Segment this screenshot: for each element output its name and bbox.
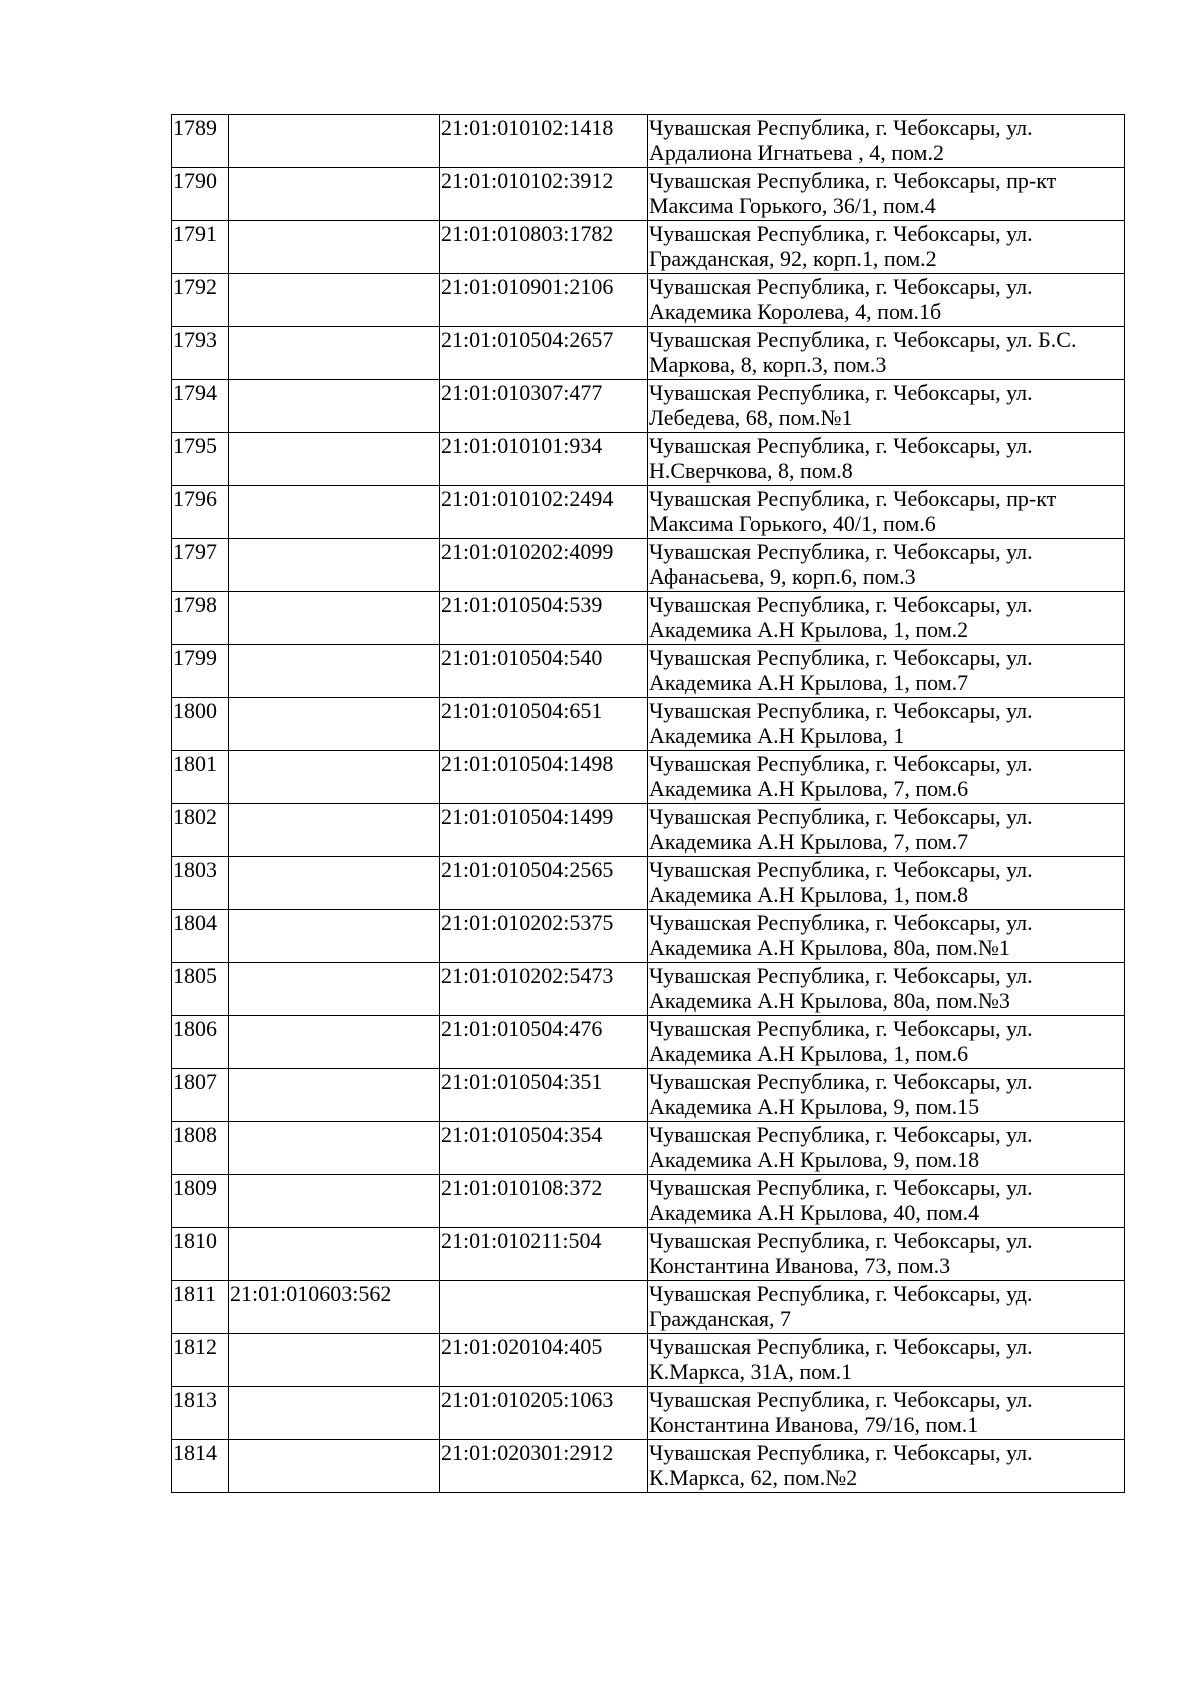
row-number-cell: 1806 [172, 1016, 229, 1069]
land-parcel-number-cell [229, 327, 440, 380]
table-row [172, 1016, 1125, 1069]
cadastral-number-cell: 21:01:010202:5375 [440, 910, 648, 963]
table-row [172, 274, 1125, 327]
land-parcel-number-cell [229, 1334, 440, 1387]
row-number-cell: 1800 [172, 698, 229, 751]
address-cell: Чувашская Республика, г. Чебоксары, ул. Лебедева, 68, пом.№1 [648, 380, 1125, 433]
row-number-cell: 1813 [172, 1387, 229, 1440]
cadastral-number-cell: 21:01:020104:405 [440, 1334, 648, 1387]
land-parcel-number-cell [229, 1122, 440, 1175]
land-parcel-number-cell [229, 645, 440, 698]
cadastral-number-cell: 21:01:010102:1418 [440, 115, 648, 168]
cadastral-number-cell: 21:01:010504:1499 [440, 804, 648, 857]
address-cell: Чувашская Республика, г. Чебоксары, ул. Б.С. Маркова, 8, корп.3, пом.3 [648, 327, 1125, 380]
address-cell: Чувашская Республика, г. Чебоксары, ул. Константина Иванова, 73, пом.3 [648, 1228, 1125, 1281]
cadastral-number-cell [440, 1281, 648, 1334]
address-cell: Чувашская Республика, г. Чебоксары, ул. Константина Иванова, 79/16, пом.1 [648, 1387, 1125, 1440]
cadastral-number-cell: 21:01:010202:5473 [440, 963, 648, 1016]
row-number-cell: 1814 [172, 1440, 229, 1493]
table-row [172, 486, 1125, 539]
cadastral-number-cell: 21:01:010205:1063 [440, 1387, 648, 1440]
row-number-cell: 1797 [172, 539, 229, 592]
cadastral-number-cell: 21:01:010504:2657 [440, 327, 648, 380]
row-number-cell: 1812 [172, 1334, 229, 1387]
land-parcel-number-cell [229, 1175, 440, 1228]
address-cell: Чувашская Республика, г. Чебоксары, ул. Академика А.Н Крылова, 80а, пом.№1 [648, 910, 1125, 963]
cadastral-number-cell: 21:01:010102:3912 [440, 168, 648, 221]
address-cell: Чувашская Республика, г. Чебоксары, ул. Академика А.Н Крылова, 1, пом.7 [648, 645, 1125, 698]
address-cell: Чувашская Республика, г. Чебоксары, ул. К.Маркса, 31А, пом.1 [648, 1334, 1125, 1387]
land-parcel-number-cell [229, 539, 440, 592]
row-number-cell: 1791 [172, 221, 229, 274]
cadastral-number-cell: 21:01:020301:2912 [440, 1440, 648, 1493]
row-number-cell: 1808 [172, 1122, 229, 1175]
table-row [172, 1387, 1125, 1440]
land-parcel-number-cell: 21:01:010603:562 [229, 1281, 440, 1334]
table-row [172, 645, 1125, 698]
address-cell: Чувашская Республика, г. Чебоксары, ул. Академика А.Н Крылова, 80а, пом.№3 [648, 963, 1125, 1016]
table-row [172, 1281, 1125, 1334]
cadastral-number-cell: 21:01:010307:477 [440, 380, 648, 433]
land-parcel-number-cell [229, 804, 440, 857]
land-parcel-number-cell [229, 592, 440, 645]
table-row [172, 1334, 1125, 1387]
land-parcel-number-cell [229, 910, 440, 963]
table-row [172, 592, 1125, 645]
table-row [172, 168, 1125, 221]
address-cell: Чувашская Республика, г. Чебоксары, пр-кт Максима Горького, 36/1, пом.4 [648, 168, 1125, 221]
row-number-cell: 1805 [172, 963, 229, 1016]
row-number-cell: 1792 [172, 274, 229, 327]
address-cell: Чувашская Республика, г. Чебоксары, пр-кт Максима Горького, 40/1, пом.6 [648, 486, 1125, 539]
land-parcel-number-cell [229, 1228, 440, 1281]
land-parcel-number-cell [229, 168, 440, 221]
address-cell: Чувашская Республика, г. Чебоксары, ул. Академика А.Н Крылова, 9, пом.15 [648, 1069, 1125, 1122]
table-row [172, 804, 1125, 857]
land-parcel-number-cell [229, 221, 440, 274]
land-parcel-number-cell [229, 857, 440, 910]
address-cell: Чувашская Республика, г. Чебоксары, уд. Гражданская, 7 [648, 1281, 1125, 1334]
cadastral-number-cell: 21:01:010108:372 [440, 1175, 648, 1228]
row-number-cell: 1809 [172, 1175, 229, 1228]
row-number-cell: 1789 [172, 115, 229, 168]
row-number-cell: 1810 [172, 1228, 229, 1281]
table-row [172, 857, 1125, 910]
land-parcel-number-cell [229, 115, 440, 168]
land-parcel-number-cell [229, 751, 440, 804]
table-row [172, 698, 1125, 751]
table-row [172, 433, 1125, 486]
table-row [172, 751, 1125, 804]
cadastral-number-cell: 21:01:010504:540 [440, 645, 648, 698]
table-row [172, 1175, 1125, 1228]
cadastral-number-cell: 21:01:010901:2106 [440, 274, 648, 327]
address-cell: Чувашская Республика, г. Чебоксары, ул. Н.Сверчкова, 8, пом.8 [648, 433, 1125, 486]
row-number-cell: 1803 [172, 857, 229, 910]
table-row [172, 327, 1125, 380]
cadastral-number-cell: 21:01:010211:504 [440, 1228, 648, 1281]
land-parcel-number-cell [229, 380, 440, 433]
cadastral-number-cell: 21:01:010504:476 [440, 1016, 648, 1069]
row-number-cell: 1798 [172, 592, 229, 645]
address-cell: Чувашская Республика, г. Чебоксары, ул. Гражданская, 92, корп.1, пом.2 [648, 221, 1125, 274]
land-parcel-number-cell [229, 698, 440, 751]
cadastral-number-cell: 21:01:010504:354 [440, 1122, 648, 1175]
table-row [172, 1122, 1125, 1175]
cadastral-number-cell: 21:01:010504:1498 [440, 751, 648, 804]
cadastral-number-cell: 21:01:010504:539 [440, 592, 648, 645]
land-parcel-number-cell [229, 486, 440, 539]
property-table [171, 114, 1125, 1493]
row-number-cell: 1801 [172, 751, 229, 804]
row-number-cell: 1795 [172, 433, 229, 486]
row-number-cell: 1790 [172, 168, 229, 221]
land-parcel-number-cell [229, 1387, 440, 1440]
row-number-cell: 1802 [172, 804, 229, 857]
table-row [172, 1069, 1125, 1122]
table-row [172, 910, 1125, 963]
table-row [172, 963, 1125, 1016]
address-cell: Чувашская Республика, г. Чебоксары, ул. Академика А.Н Крылова, 1 [648, 698, 1125, 751]
cadastral-number-cell: 21:01:010803:1782 [440, 221, 648, 274]
address-cell: Чувашская Республика, г. Чебоксары, ул. Академика А.Н Крылова, 1, пом.6 [648, 1016, 1125, 1069]
land-parcel-number-cell [229, 1069, 440, 1122]
land-parcel-number-cell [229, 1440, 440, 1493]
address-cell: Чувашская Республика, г. Чебоксары, ул. Академика А.Н Крылова, 7, пом.6 [648, 751, 1125, 804]
address-cell: Чувашская Республика, г. Чебоксары, ул. Афанасьева, 9, корп.6, пом.3 [648, 539, 1125, 592]
land-parcel-number-cell [229, 433, 440, 486]
table-row [172, 380, 1125, 433]
address-cell: Чувашская Республика, г. Чебоксары, ул. Академика А.Н Крылова, 1, пом.8 [648, 857, 1125, 910]
row-number-cell: 1799 [172, 645, 229, 698]
address-cell: Чувашская Республика, г. Чебоксары, ул. К.Маркса, 62, пом.№2 [648, 1440, 1125, 1493]
address-cell: Чувашская Республика, г. Чебоксары, ул. Академика Королева, 4, пом.1б [648, 274, 1125, 327]
address-cell: Чувашская Республика, г. Чебоксары, ул. Академика А.Н Крылова, 9, пом.18 [648, 1122, 1125, 1175]
address-cell: Чувашская Республика, г. Чебоксары, ул. Академика А.Н Крылова, 40, пом.4 [648, 1175, 1125, 1228]
row-number-cell: 1804 [172, 910, 229, 963]
cadastral-number-cell: 21:01:010504:351 [440, 1069, 648, 1122]
cadastral-number-cell: 21:01:010504:2565 [440, 857, 648, 910]
cadastral-number-cell: 21:01:010202:4099 [440, 539, 648, 592]
row-number-cell: 1793 [172, 327, 229, 380]
land-parcel-number-cell [229, 274, 440, 327]
address-cell: Чувашская Республика, г. Чебоксары, ул. Академика А.Н Крылова, 7, пом.7 [648, 804, 1125, 857]
land-parcel-number-cell [229, 1016, 440, 1069]
cadastral-number-cell: 21:01:010504:651 [440, 698, 648, 751]
table-body [172, 115, 1125, 1493]
row-number-cell: 1807 [172, 1069, 229, 1122]
cadastral-number-cell: 21:01:010101:934 [440, 433, 648, 486]
table-row [172, 1228, 1125, 1281]
table-row [172, 221, 1125, 274]
land-parcel-number-cell [229, 963, 440, 1016]
address-cell: Чувашская Республика, г. Чебоксары, ул. Академика А.Н Крылова, 1, пом.2 [648, 592, 1125, 645]
row-number-cell: 1811 [172, 1281, 229, 1334]
address-cell: Чувашская Республика, г. Чебоксары, ул. Ардалиона Игнатьева , 4, пом.2 [648, 115, 1125, 168]
table-row [172, 539, 1125, 592]
cadastral-number-cell: 21:01:010102:2494 [440, 486, 648, 539]
row-number-cell: 1794 [172, 380, 229, 433]
table-row [172, 1440, 1125, 1493]
row-number-cell: 1796 [172, 486, 229, 539]
table-row [172, 115, 1125, 168]
